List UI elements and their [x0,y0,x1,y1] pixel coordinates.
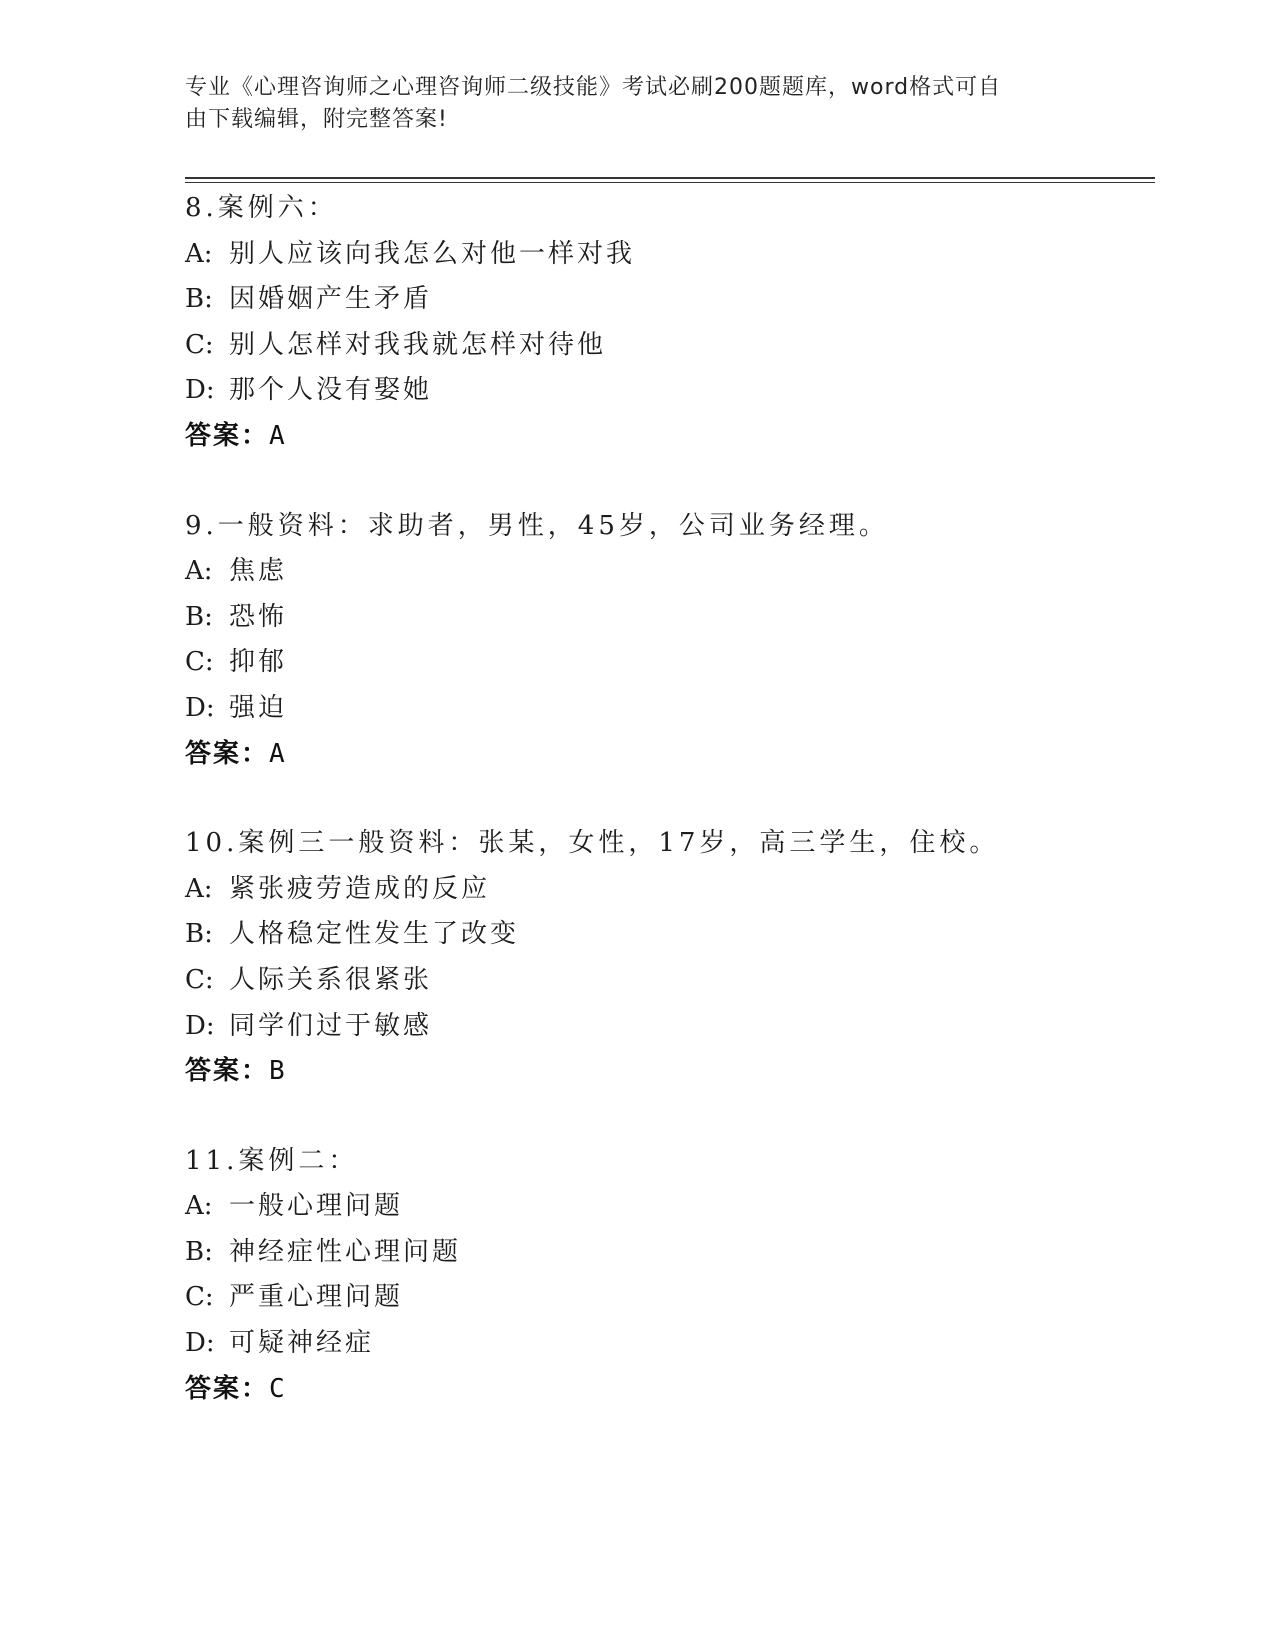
option-text: 因婚姻产生矛盾 [229,284,433,315]
option-a [185,1184,1155,1230]
option-letter: B: [185,919,213,950]
option-letter: D: [185,375,215,406]
option-d [185,368,1155,414]
header-line-2: 由下载编辑，附完整答案! [185,107,448,132]
option-letter: A: [185,1191,213,1222]
option-c [185,958,1155,1004]
option-text: 强迫 [229,692,288,723]
option-text: 可疑神经症 [229,1328,375,1359]
header-divider [185,177,1155,179]
answer-line [185,1367,1155,1413]
option-b [185,912,1155,958]
option-letter: C: [185,647,214,678]
question-item [185,821,1155,1095]
option-text: 人际关系很紧张 [229,964,433,995]
option-text: 抑郁 [229,647,288,678]
option-letter: D: [185,1010,215,1041]
question-stem: 10.案例三一般资料：张某，女性，17岁，高三学生，住校。 [185,828,1000,859]
answer-label: 答案： [185,1056,270,1087]
option-letter: B: [185,1236,213,1267]
answer-value: A [269,738,287,769]
option-d [185,686,1155,732]
document-header [185,72,1065,136]
option-text: 紧张疲劳造成的反应 [229,873,491,904]
option-b [185,277,1155,323]
option-text: 人格稳定性发生了改变 [229,919,520,950]
option-c [185,323,1155,369]
option-d [185,1321,1155,1367]
option-a [185,549,1155,595]
option-b [185,1230,1155,1276]
option-c [185,1275,1155,1321]
option-text: 别人应该向我怎么对他一样对我 [229,238,636,269]
option-text: 同学们过于敏感 [229,1010,433,1041]
question-item [185,1139,1155,1413]
question-stem: 8.案例六： [185,193,338,223]
question-list [185,186,1155,1456]
option-letter: B: [185,601,213,632]
answer-value: C [269,1373,287,1404]
question-stem: 11.案例二： [185,1145,359,1176]
option-letter: D: [185,692,215,723]
option-text: 别人怎样对我我就怎样对待他 [229,329,607,360]
answer-line [185,414,1155,460]
option-d [185,1004,1155,1050]
option-a [185,867,1155,913]
option-text: 恐怖 [229,601,288,632]
option-letter: B: [185,284,213,315]
question-item [185,186,1155,460]
answer-value: A [269,420,287,451]
option-c [185,640,1155,686]
question-item [185,504,1155,778]
option-a [185,232,1155,278]
option-letter: A: [185,556,213,587]
answer-label: 答案： [185,738,270,769]
answer-line [185,732,1155,778]
option-letter: A: [185,873,213,904]
answer-value: B [269,1056,287,1087]
option-letter: C: [185,329,214,360]
option-b [185,595,1155,641]
option-text: 焦虑 [229,556,288,587]
option-text: 神经症性心理问题 [229,1236,462,1267]
option-text: 一般心理问题 [229,1191,404,1222]
header-line-1: 专业《心理咨询师之心理咨询师二级技能》考试必刷200题题库，word格式可自 [185,75,1002,100]
option-letter: C: [185,964,214,995]
answer-line [185,1049,1155,1095]
option-text: 那个人没有娶她 [229,375,433,406]
option-letter: A: [185,238,213,269]
answer-label: 答案： [185,420,270,451]
option-letter: D: [185,1328,215,1359]
answer-label: 答案： [185,1373,270,1404]
option-letter: C: [185,1282,214,1313]
header-divider-thin [185,182,1155,183]
question-stem: 9.一般资料：求助者，男性，45岁，公司业务经理。 [185,510,889,541]
option-text: 严重心理问题 [229,1282,404,1313]
